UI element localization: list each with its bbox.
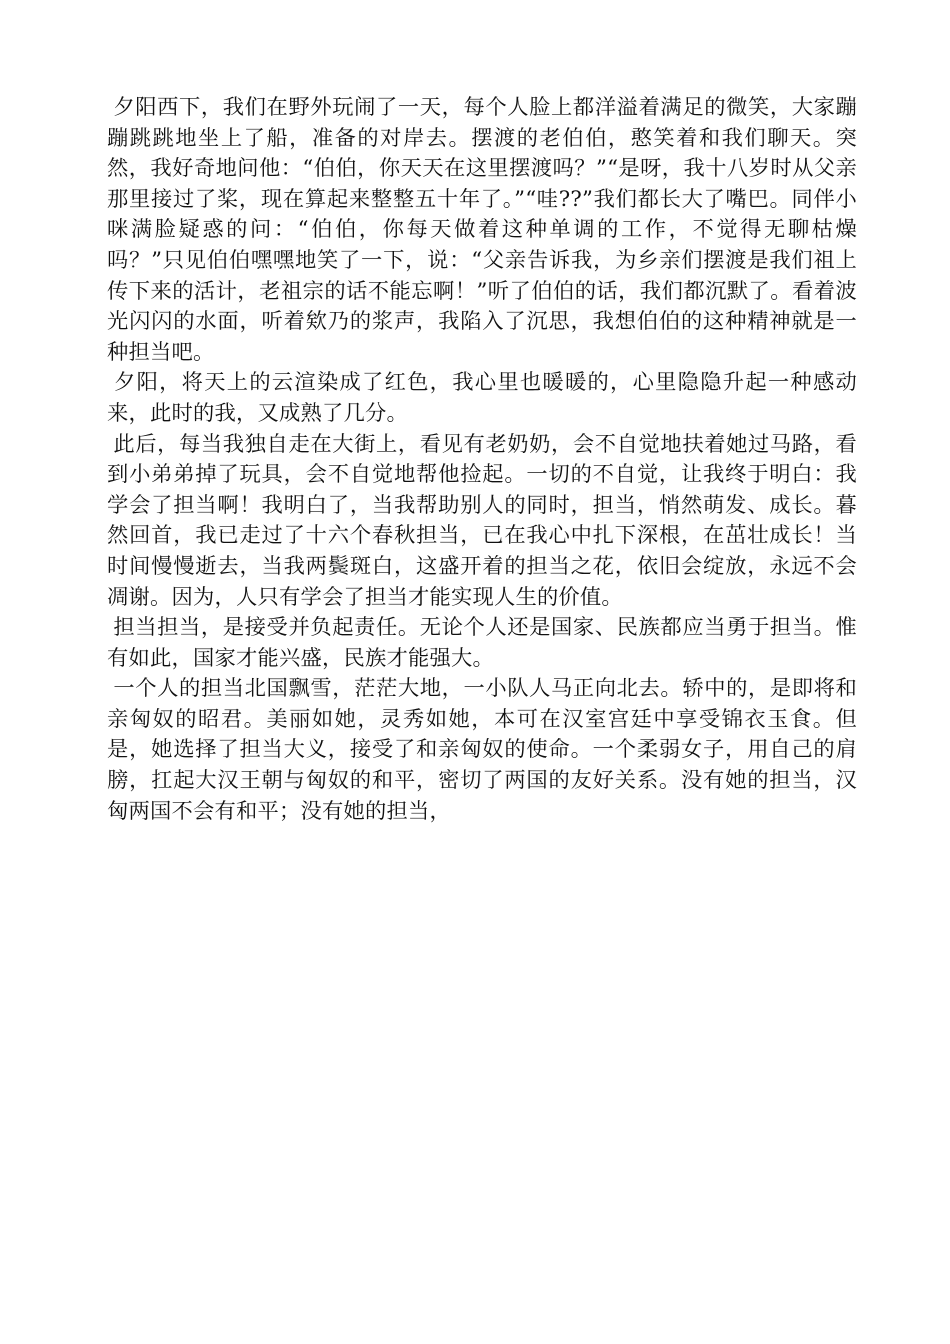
paragraph-5-text: 一个人的担当北国飘雪，茫茫大地，一小队人马正向北去。轿中的，是即将和亲匈奴的昭君。美丽如她，灵秀如她，本可在汉室宫廷中享受锦衣玉食。但是，她选择了担当大义，接受了和亲匈奴的使命。一个柔弱女子，用自己的肩膀，扛起大汉王朝与匈奴的和平，密切了两国的友好关系。没有她的担当，汉匈两国不会有和平；没有她的担当， (107, 676, 857, 824)
paragraph-2 (107, 368, 857, 429)
paragraph-1-text: 夕阳西下，我们在野外玩闹了一天，每个人脸上都洋溢着满足的微笑，大家蹦蹦跳跳地坐上了船，准备的对岸去。摆渡的老伯伯，憨笑着和我们聊天。突然，我好奇地问他：“伯伯，你天天在这里摆渡吗？”“是呀，我十八岁时从父亲那里接过了桨，现在算起来整整五十年了。”“哇??”我们都长大了嘴巴。同伴小咪满脸疑惑的问：“伯伯，你每天做着这种单调的工作，不觉得无聊枯燥吗？”只见伯伯嘿嘿地笑了一下，说：“父亲告诉我，为乡亲们摆渡是我们祖上传下来的活计，老祖宗的话不能忘啊！”听了伯伯的话，我们都沉默了。看着波光闪闪的水面，听着欸乃的浆声，我陷入了沉思，我想伯伯的这种精神就是一种担当吧。 (107, 95, 857, 365)
paragraph-1 (107, 93, 857, 368)
paragraph-2-text: 夕阳，将天上的云渲染成了红色，我心里也暖暖的，心里隐隐升起一种感动来，此时的我，又成熟了几分。 (107, 370, 857, 426)
document-page (107, 93, 857, 827)
paragraph-4 (107, 613, 857, 674)
paragraph-5 (107, 674, 857, 827)
paragraph-4-text: 担当担当，是接受并负起责任。无论个人还是国家、民族都应当勇于担当。惟有如此，国家才能兴盛，民族才能强大。 (107, 615, 857, 671)
paragraph-3 (107, 430, 857, 614)
paragraph-3-text: 此后，每当我独自走在大街上，看见有老奶奶，会不自觉地扶着她过马路，看到小弟弟掉了玩具，会不自觉地帮他捡起。一切的不自觉，让我终于明白：我学会了担当啊！我明白了，当我帮助别人的同时，担当，悄然萌发、成长。暮然回首，我已走过了十六个春秋担当，已在我心中扎下深根，在茁壮成长！当时间慢慢逝去，当我两鬓斑白，这盛开着的担当之花，依旧会绽放，永远不会凋谢。因为，人只有学会了担当才能实现人生的价值。 (107, 431, 857, 610)
